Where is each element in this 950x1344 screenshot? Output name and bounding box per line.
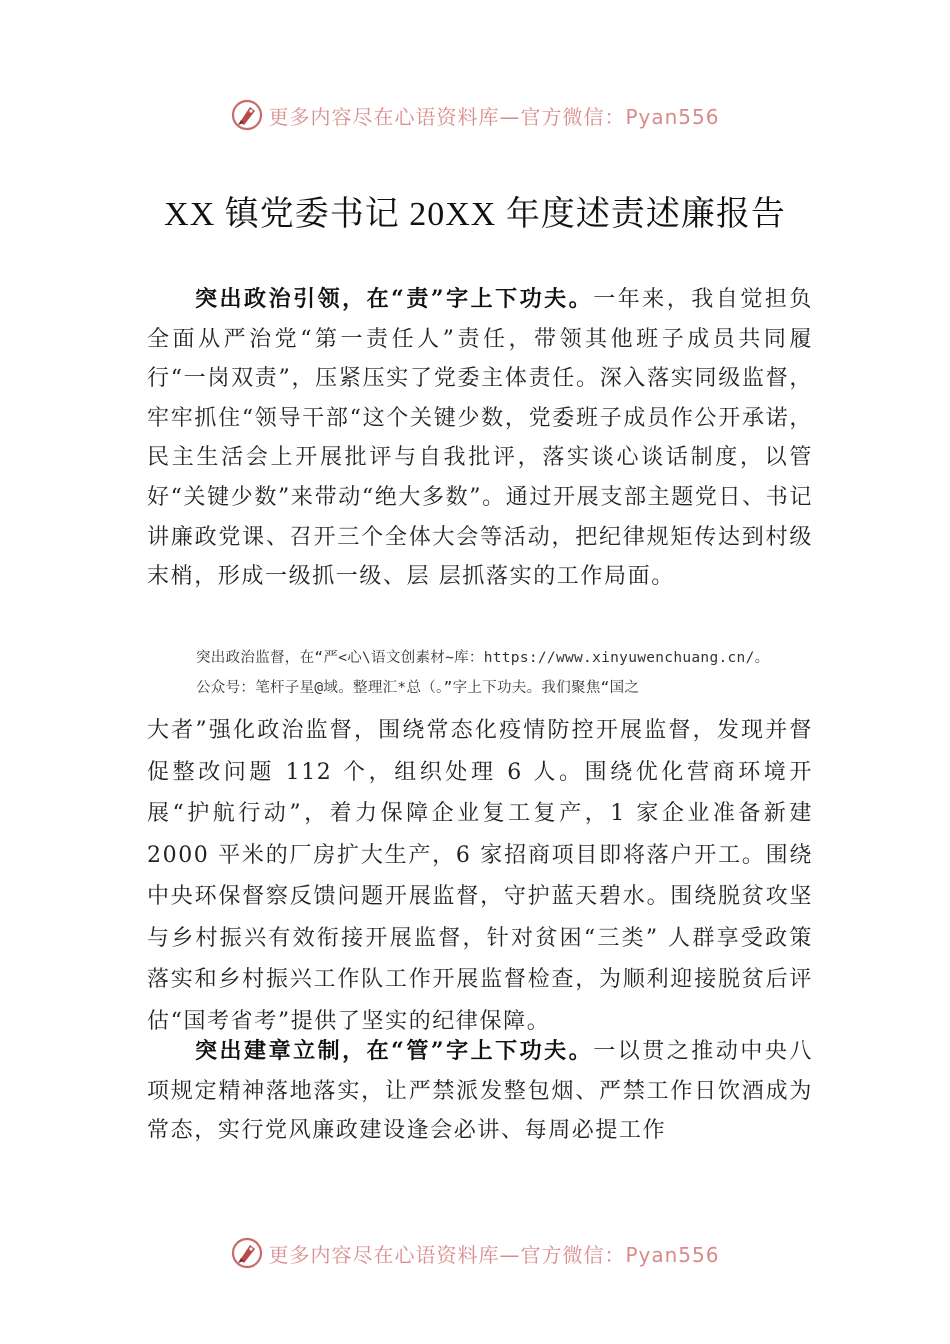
paragraph-1 (147, 280, 813, 597)
paragraph-3-lead: 突出建章立制，在“管”字上下功夫。 (195, 1038, 594, 1064)
header-watermark (0, 95, 950, 135)
paragraph-1-text: 一年来，我自觉担负全面从严治党“第一责任人”责任，带领其他班子成员共同履行“一岗双责”，压紧压实了党委主体责任。深入落实同级监督，牢牢抓住“领导干部“这个关键少数，党委班子成员作公开承诺，民主生活会上开展批评与自我批评，落实谈心谈话制度，以管好“关键少数”来带动“绝大多数”。通过开展支部主题党日、书记讲廉政党课、召开三个全体大会等活动，把纪律规矩传达到村级末梢，形成一级抓一级、层 层抓落实的工作局面。 (147, 287, 813, 590)
inserted-note-line-1: 突出政治监督，在“严<心\语文创素材~库：https://www.xinyuwenchuang.cn/。 (196, 650, 770, 666)
watermark-text: 更多内容尽在心语资料库—官方微信：Pyan556 (268, 1242, 720, 1267)
paragraph-3 (147, 1032, 813, 1151)
footer-watermark (0, 1233, 950, 1273)
paragraph-2 (147, 710, 813, 1042)
pen-nib-seal-icon (230, 1236, 264, 1270)
page-title: XX 镇党委书记 20XX 年度述责述廉报告 (164, 196, 786, 233)
paragraph-2-text: 大者”强化政治监督，围绕常态化疫情防控开展监督，发现并督促整改问题 112 个，组织处理 6 人。围绕优化营商环境开展“护航行动”，着力保障企业复工复产，1 家企业准备新建 2000 平米的厂房扩大生产，6 家招商项目即将落户开工。围绕中央环保督察反馈问题开展监督，守护蓝天碧水。围绕脱贫攻坚与乡村振兴有效衔接开展监督，针对贫困“三类” 人群享受政策落实和乡村振兴工作队工作开展监督检查，为顺利迎接脱贫后评估“国考省考”提供了坚实的纪律保障。 (147, 718, 813, 1034)
paragraph-1-lead: 突出政治引领，在“责”字上下功夫。 (195, 286, 594, 312)
pen-nib-seal-icon (230, 98, 264, 132)
paragraph-3-text: 一以贯之推动中央八项规定精神落地落实，让严禁派发整包烟、严禁工作日饮酒成为常态，实行党风廉政建设逢会必讲、每周必提工作 (147, 1039, 813, 1144)
watermark-text: 更多内容尽在心语资料库—官方微信：Pyan556 (268, 104, 720, 129)
inserted-note (196, 643, 836, 703)
inserted-note-line-2: 公众号：笔杆子星@域。整理汇*总（。”字上下功夫。我们聚焦“国之 (196, 680, 640, 696)
